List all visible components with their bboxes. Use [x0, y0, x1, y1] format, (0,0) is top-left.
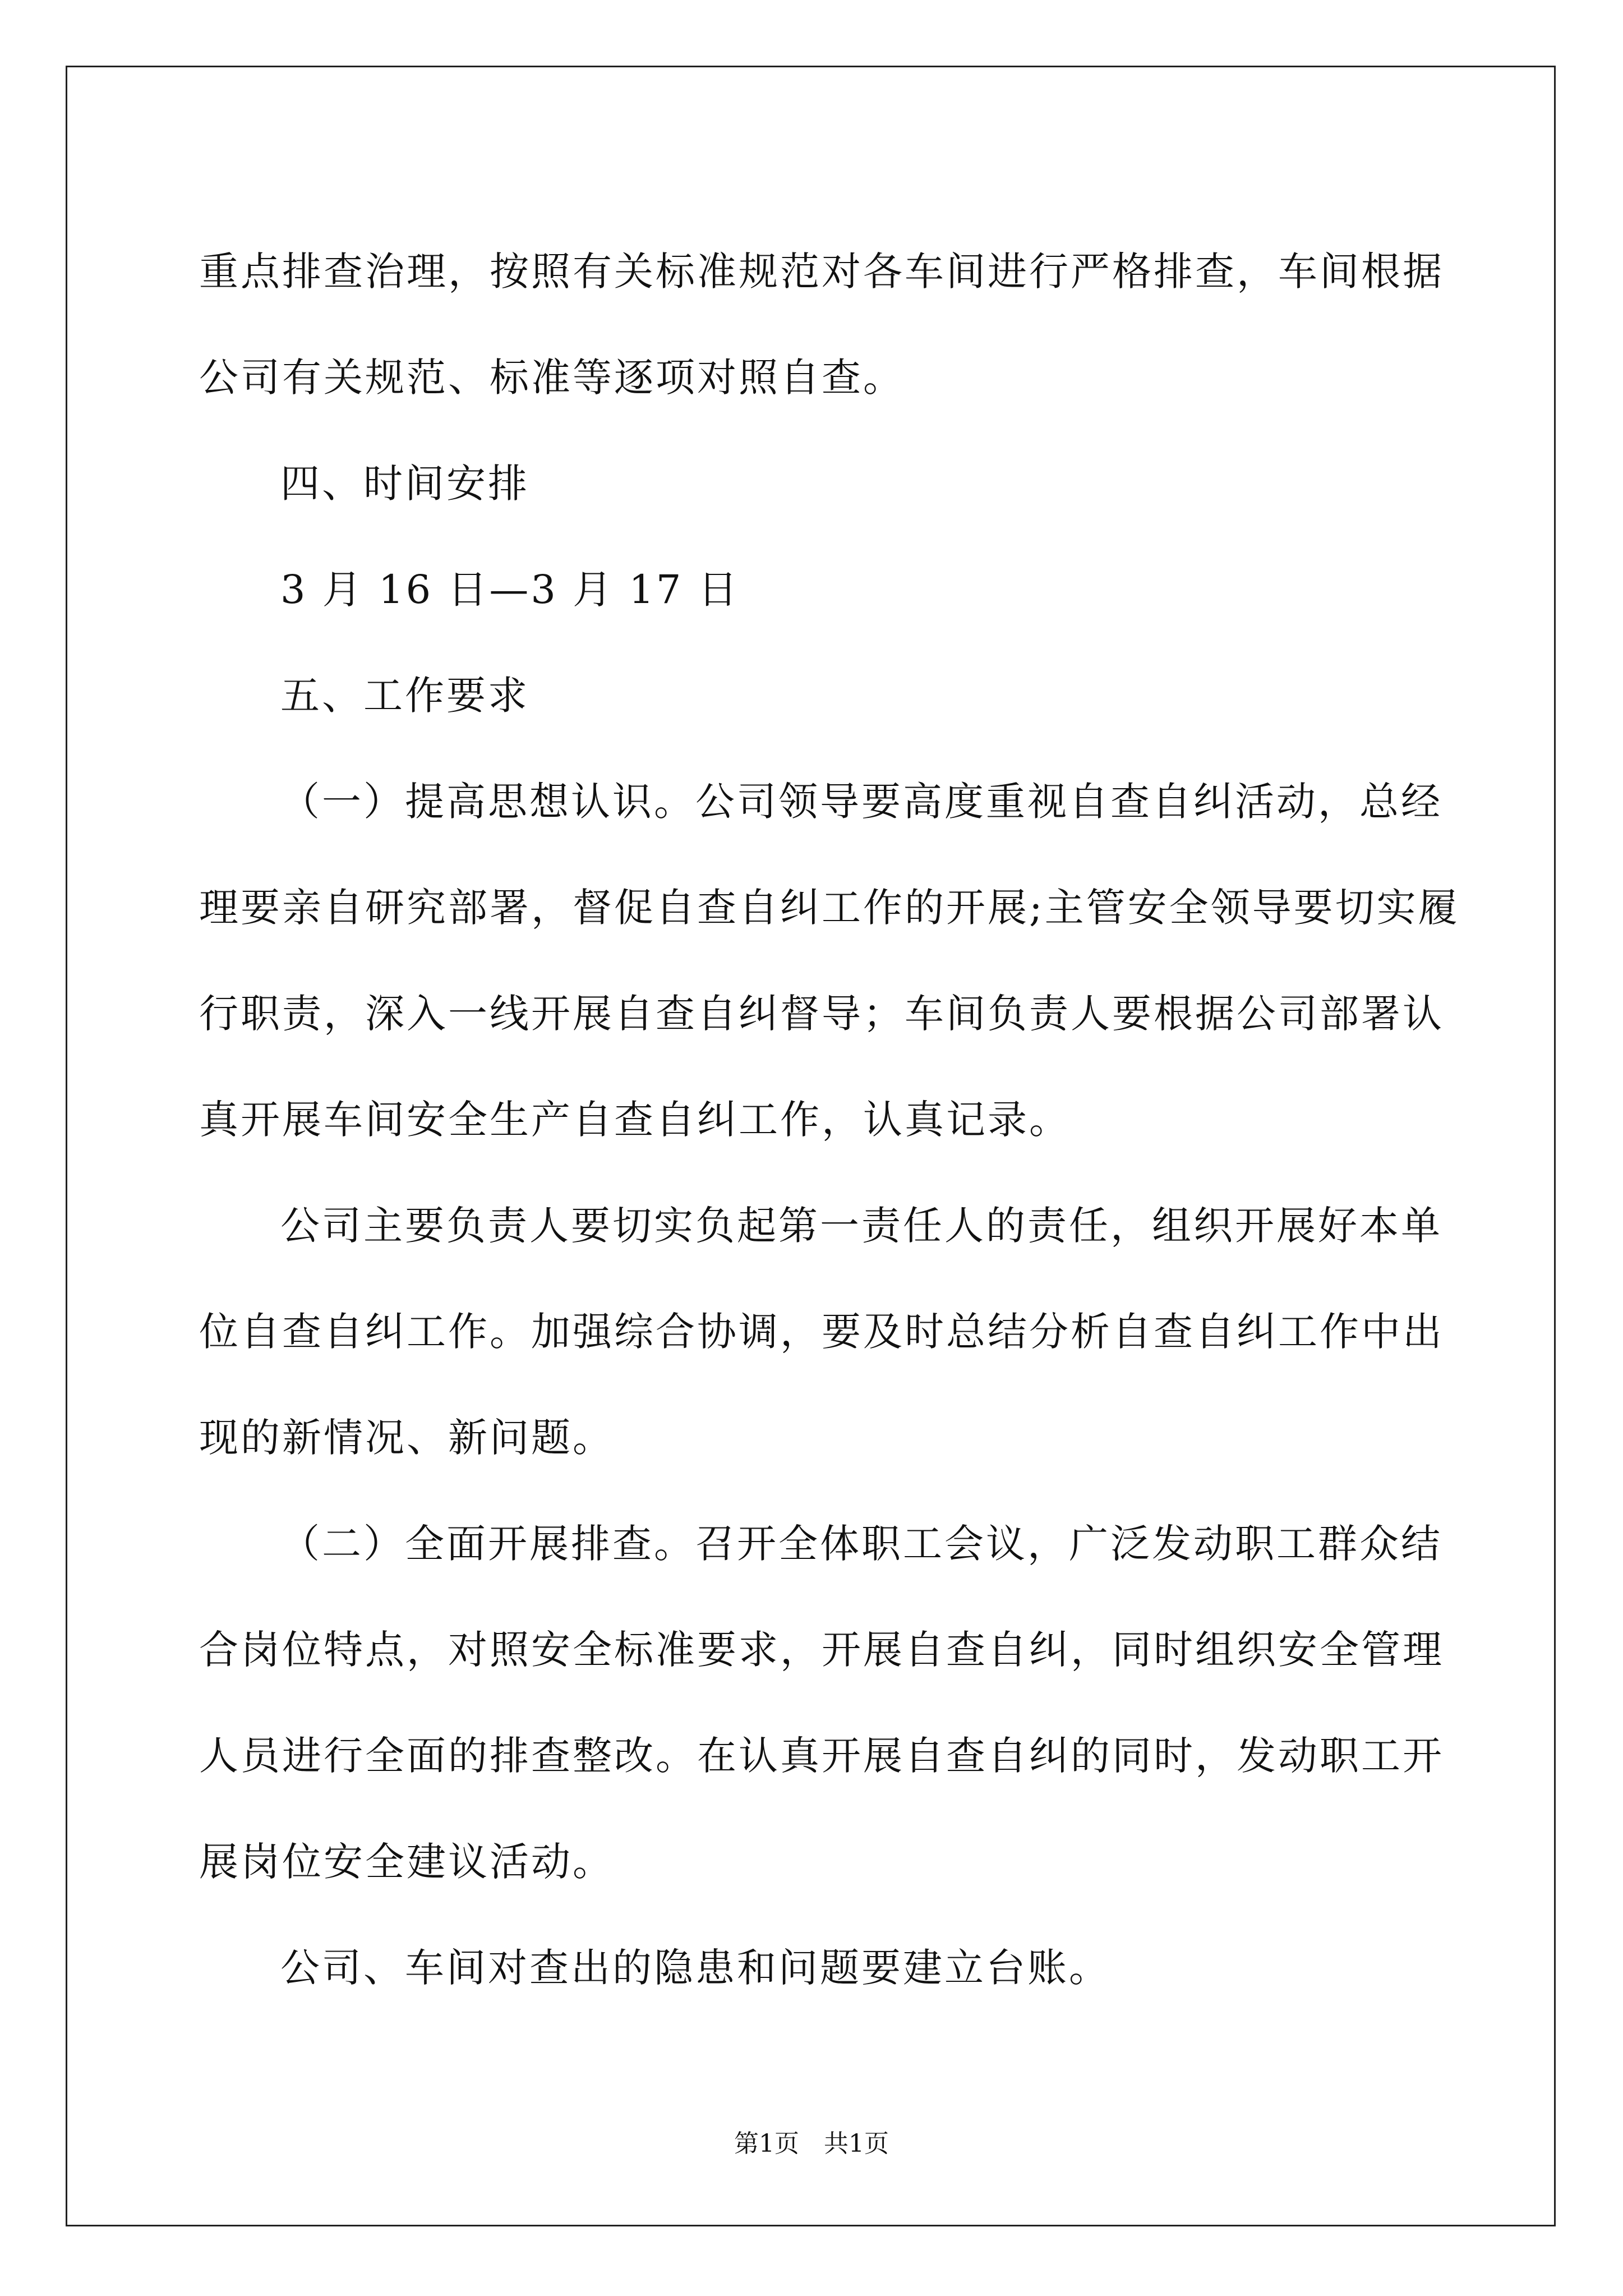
body-line: 现的新情况、新问题。 [199, 1415, 614, 1461]
date-range: 3 月 16 日—3 月 17 日 [280, 567, 740, 613]
body-line: 位自查自纠工作。加强综合协调，要及时总结分析自查自纠工作中出 [199, 1309, 1444, 1355]
body-line: 真开展车间安全生产自查自纠工作，认真记录。 [199, 1097, 1071, 1143]
body-line: 公司、车间对查出的隐患和问题要建立台账。 [280, 1945, 1110, 1991]
body-line: 公司有关规范、标准等逐项对照自查。 [199, 355, 905, 401]
section-heading: 五、工作要求 [280, 673, 529, 719]
section-heading: 四、时间安排 [280, 461, 529, 507]
body-line: 人员进行全面的排查整改。在认真开展自查自纠的同时，发动职工开 [199, 1733, 1444, 1779]
body-line: 行职责，深入一线开展自查自纠督导；车间负责人要根据公司部署认 [199, 991, 1444, 1037]
body-line: （一）提高思想认识。公司领导要高度重视自查自纠活动，总经 [280, 779, 1442, 825]
body-line: 展岗位安全建议活动。 [199, 1839, 614, 1885]
body-line: （二）全面开展排查。召开全体职工会议，广泛发动职工群众结 [280, 1521, 1442, 1567]
body-line: 合岗位特点，对照安全标准要求，开展自查自纠，同时组织安全管理 [199, 1627, 1444, 1673]
document-body [199, 219, 1460, 2021]
page-number-total: 共1页 [824, 2129, 889, 2158]
page-number-current: 第1页 [734, 2129, 799, 2158]
body-line: 重点排查治理，按照有关标准规范对各车间进行严格排查，车间根据 [199, 249, 1444, 295]
body-line: 理要亲自研究部署，督促自查自纠工作的开展;主管安全领导要切实履 [199, 885, 1460, 931]
body-line: 公司主要负责人要切实负起第一责任人的责任，组织开展好本单 [280, 1203, 1442, 1249]
page-footer [0, 2127, 1623, 2161]
